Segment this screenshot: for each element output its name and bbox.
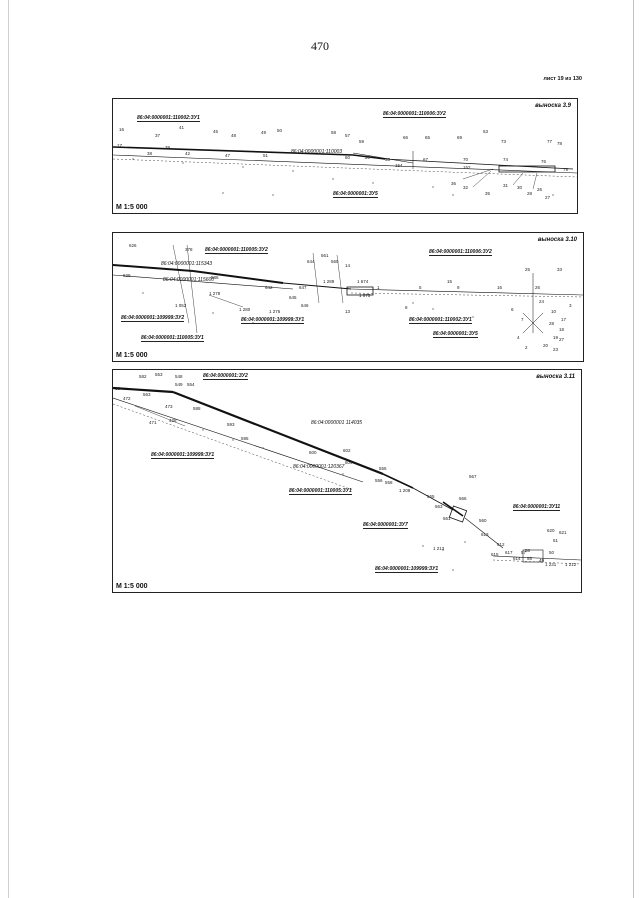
point-label: 1 675 (359, 293, 371, 298)
point-label: 67 (423, 157, 429, 162)
point-label: 553 (155, 372, 163, 377)
point-label: 8 (405, 305, 408, 310)
callout-title: выноска 3.11 (536, 374, 575, 380)
point-label: 65 (425, 135, 431, 140)
point-label: 378 (185, 247, 193, 252)
map-drawing-3-11 (113, 370, 581, 592)
point-label: 4 (517, 335, 520, 340)
point-label: 30 (517, 185, 523, 190)
point-label: 1 (377, 285, 380, 290)
point-label: 555 (379, 466, 387, 471)
point-label: 554 (187, 382, 195, 387)
parcel-label: 86:04:0000001:110005:ЗУ2 (205, 247, 268, 253)
point-label: 58 (331, 130, 337, 135)
point-label: 14 (345, 263, 351, 268)
parcel-label: 86:04:0000001:115343 (161, 261, 213, 267)
parcel-label: 86:04:0000001:ЗУ5 (333, 191, 378, 197)
point-label: 612 (497, 542, 505, 547)
point-label: 473 (165, 404, 173, 409)
point-label: 27 (545, 195, 551, 200)
point-label: 560 (479, 518, 487, 523)
point-label: 17 (561, 317, 567, 322)
parcel-label: 86:04:0000001:120367 (293, 464, 345, 470)
point-label: 57 (345, 133, 351, 138)
point-label: 24 (539, 299, 545, 304)
point-label: 1 212 (565, 562, 577, 567)
point-label: 614 (513, 556, 521, 561)
point-label: 2 (525, 345, 528, 350)
point-label: 50 (549, 550, 555, 555)
point-label: 31 (503, 183, 509, 188)
scale-label: М 1:5 000 (116, 583, 148, 590)
parcel-label: 86:04:0000001:110006:ЗУ2 (383, 111, 446, 117)
parcel-label: 86:04:0000001:115600 (163, 277, 215, 283)
point-label: 28 (527, 191, 533, 196)
map-panel-3-9 (112, 98, 578, 214)
point-label: 79 (563, 167, 569, 172)
parcel-label: 86:04:0000001 114035 (311, 420, 363, 426)
point-label: 617 (505, 550, 513, 555)
point-label: 556 (375, 478, 383, 483)
map-panel-3-10 (112, 232, 584, 362)
point-label: 37 (155, 133, 161, 138)
point-label: 27 (559, 337, 565, 342)
point-label: 1 280 (239, 307, 251, 312)
point-label: 563 (143, 392, 151, 397)
point-label: 549 (175, 382, 183, 387)
point-label: 10 (551, 309, 557, 314)
point-label: 565 (427, 494, 435, 499)
point-label: 70 (463, 157, 469, 162)
point-label: 9 (457, 285, 460, 290)
point-label: 613 (481, 532, 489, 537)
point-label: 33 (557, 267, 563, 272)
point-label: 7 (521, 317, 524, 322)
point-label: 58 (525, 548, 531, 553)
point-label: 42 (185, 151, 191, 156)
point-label: 16 (119, 127, 125, 132)
sheet-label: лист 19 из 130 (543, 76, 582, 82)
point-label: 6 (511, 307, 514, 312)
point-label: 1 231 (545, 562, 557, 567)
point-label: 1 289 (323, 279, 335, 284)
point-label: 59 (359, 139, 365, 144)
point-label: 41 (179, 125, 185, 130)
point-label: 582 (139, 374, 147, 379)
point-label: 567 (469, 474, 477, 479)
point-label: 1 278 (209, 291, 221, 296)
point-label: 620 (547, 528, 555, 533)
point-label: 69 (457, 135, 463, 140)
parcel-label: 86:04:0000001:109999:ЗУ1 (375, 566, 439, 572)
point-label: 1 213 (433, 546, 445, 551)
point-label: 56 (527, 556, 533, 561)
point-label: 53 (483, 129, 489, 134)
point-label: 615 (491, 552, 499, 557)
point-label: 1 052 (175, 303, 187, 308)
point-label: 33 (385, 157, 391, 162)
point-label: 428 (169, 418, 177, 423)
point-label: 15 (447, 279, 453, 284)
point-label: 32 (463, 185, 469, 190)
parcel-label: 86:04:0000001:ЗУ7 (363, 522, 408, 528)
point-label: 26 (537, 187, 543, 192)
point-label: 73 (501, 139, 507, 144)
point-label: 560 (331, 259, 339, 264)
point-label: 1 674 (357, 279, 369, 284)
point-label: 644 (307, 259, 315, 264)
point-label: 77 (547, 139, 553, 144)
parcel-label: 86:04:0000001:110005:ЗУ1 (141, 335, 204, 341)
parcel-label: 86:04:0000001:ЗУ2 (203, 373, 248, 379)
map-panel-3-11 (112, 369, 582, 593)
parcel-label: 86:04:0000001:110006:ЗУ2 (429, 249, 492, 255)
point-label: 604 (345, 460, 353, 465)
point-label: 561 (321, 253, 329, 258)
parcel-label: 86:04:0000001:109999:ЗУ1 (241, 317, 305, 323)
point-label: 472 (123, 396, 131, 401)
point-label: 18 (559, 327, 565, 332)
point-label: 3 (569, 303, 572, 308)
callout-title: выноска 3.10 (537, 237, 577, 243)
point-label: 49 (539, 558, 545, 563)
parcel-label: 86:04:0000001:109999:ЗУ1 (151, 452, 215, 458)
parcel-label: 86:04:0000001:ЗУ5 (433, 331, 478, 337)
parcel-label: 86:04:0000001:ЗУ11 (513, 504, 561, 510)
point-label: 74 (503, 157, 509, 162)
point-label: 1 276 (269, 309, 281, 314)
point-label: 48 (231, 133, 237, 138)
point-label: 642 (265, 285, 273, 290)
point-label: 19 (553, 335, 559, 340)
point-label: 28 (549, 321, 555, 326)
point-label: 47 (225, 153, 231, 158)
point-label: 36 (451, 181, 457, 186)
parcel-label: 86:04:0000001:110005:ЗУ1 (289, 488, 352, 494)
point-label: 595 (241, 436, 249, 441)
point-label: 645 (289, 295, 297, 300)
point-label: 647 (299, 285, 307, 290)
scan-edge-right (633, 0, 634, 898)
point-label: 561 (443, 516, 451, 521)
point-label: 51 (553, 538, 559, 543)
point-label: 586 (211, 275, 219, 280)
scan-edge-left (8, 0, 9, 898)
point-label: 152 (463, 165, 471, 170)
point-label: 49 (261, 130, 267, 135)
point-label: 17 (117, 143, 123, 148)
point-label: 5 (419, 285, 422, 290)
point-label: 1 208 (399, 488, 411, 493)
point-label: 600 (309, 450, 317, 455)
point-label: 25 (525, 267, 531, 272)
point-label: 51 (263, 153, 269, 158)
callout-title: выноска 3.9 (535, 103, 571, 109)
point-label: 66 (403, 135, 409, 140)
point-label: 60 (345, 155, 351, 160)
point-label: 76 (541, 159, 547, 164)
point-label: 45 (213, 129, 219, 134)
point-label: 18 (115, 386, 121, 391)
page-number: 470 (311, 39, 329, 53)
point-label: 50 (277, 128, 283, 133)
point-label: 154 (395, 163, 403, 168)
point-label: 39 (165, 145, 171, 150)
point-label: 588 (193, 406, 201, 411)
point-label: 13 (345, 309, 351, 314)
scale-label: М 1:5 000 (116, 204, 148, 211)
parcel-label: 86:04:0000001:110002:ЗУ1 (137, 115, 200, 121)
point-label: 26 (535, 285, 541, 290)
point-label: 558 (385, 480, 393, 485)
point-label: 566 (459, 496, 467, 501)
point-label: 38 (147, 151, 153, 156)
point-label: 35 (485, 191, 491, 196)
point-label: 57 (521, 550, 527, 555)
parcel-label: 86:04:0000001:110003 (291, 149, 343, 155)
point-label: 20 (365, 155, 371, 160)
point-label: 646 (301, 303, 309, 308)
point-label: 626 (129, 243, 137, 248)
point-label: 593 (227, 422, 235, 427)
point-label: 471 (149, 420, 157, 425)
point-label: 78 (557, 141, 563, 146)
point-label: 23 (553, 347, 559, 352)
point-label: 602 (343, 448, 351, 453)
scale-label: М 1:5 000 (116, 352, 148, 359)
point-label: 548 (175, 374, 183, 379)
point-label: 563 (435, 504, 443, 509)
parcel-label: 86:04:0000001:110002:ЗУ1 (409, 317, 472, 323)
point-label: 629 (123, 273, 131, 278)
point-label: 20 (543, 343, 549, 348)
point-label: 16 (497, 285, 503, 290)
parcel-label: 86:04:0000001:109999:ЗУ2 (121, 315, 185, 321)
point-label: 621 (559, 530, 567, 535)
